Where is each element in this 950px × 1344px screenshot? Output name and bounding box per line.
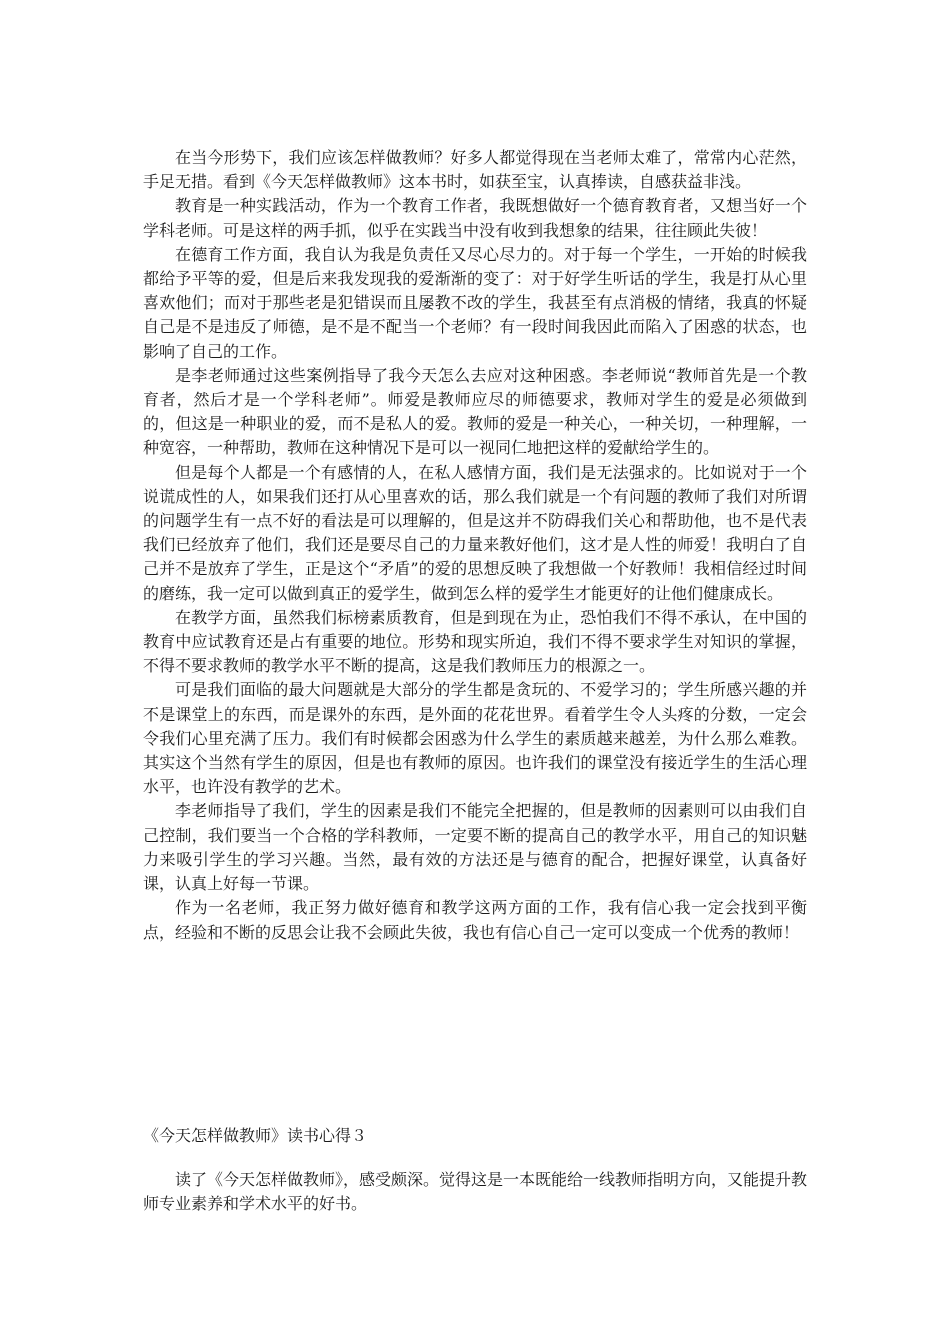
paragraph: 但是每个人都是一个有感情的人，在私人感情方面，我们是无法强求的。比如说对于一个说谎成性的人，如果我们还打从心里喜欢的话，那么我们就是一个有问题的教师了我们对所谓的问题学生有一点不好的看法是可以理解的，但是这并不防碍我们关心和帮助他，也不是代表我们已经放弃了他们，我们还是要尽自己的力量来教好他们，这才是人性的师爱！我明白了自己并不是放弃了学生，正是这个“矛盾”的爱的思想反映了我想做一个好教师！我相信经过时间的磨练，我一定可以做到真正的爱学生，做到怎么样的爱学生才能更好的让他们健康成长。 <box>143 462 807 603</box>
paragraph: 在当今形势下，我们应该怎样做教师？好多人都觉得现在当老师太难了，常常内心茫然，手足无措。看到《今天怎样做教师》这本书时，如获至宝，认真捧读，自感获益非浅。 <box>143 148 807 192</box>
paragraph: 是李老师通过这些案例指导了我今天怎么去应对这种困惑。李老师说“教师首先是一个教育者，然后才是一个学科老师”。师爱是教师应尽的师德要求，教师对学生的爱是必须做到的，但这是一种职业的爱，而不是私人的爱。教师的爱是一种关心，一种关切，一种理解，一种宽容，一种帮助，教师在这种情况下是可以一视同仁地把这样的爱献给学生的。 <box>143 365 807 458</box>
section-body <box>143 1168 807 1216</box>
section-heading: 《今天怎样做教师》读书心得３ <box>143 1126 368 1145</box>
paragraph: 读了《今天怎样做教师》，感受颇深。觉得这是一本既能给一线教师指明方向，又能提升教师专业素养和学术水平的好书。 <box>143 1170 808 1214</box>
paragraph: 在德育工作方面，我自认为我是负责任又尽心尽力的。对于每一个学生，一开始的时候我都给予平等的爱，但是后来我发现我的爱渐渐的变了：对于好学生听话的学生，我是打从心里喜欢他们；而对于那些老是犯错误而且屡教不改的学生，我甚至有点消极的情绪，我真的怀疑自己是不是违反了师德，是不是不配当一个老师？有一段时间我因此而陷入了困惑的状态，也影响了自己的工作。 <box>143 244 807 361</box>
paragraph: 可是我们面临的最大问题就是大部分的学生都是贪玩的、不爱学习的；学生所感兴趣的并不是课堂上的东西，而是课外的东西，是外面的花花世界。看着学生令人头疼的分数，一定会令我们心里充满了压力。我们有时候都会困惑为什么学生的素质越来越差，为什么那么难教。其实这个当然有学生的原因，但是也有教师的原因。也许我们的课堂没有接近学生的生活心理水平，也许没有教学的艺术。 <box>143 680 807 797</box>
paragraph: 作为一名老师，我正努力做好德育和教学这两方面的工作，我有信心我一定会找到平衡点，经验和不断的反思会让我不会顾此失彼，我也有信心自己一定可以变成一个优秀的教师！ <box>143 898 807 942</box>
paragraph: 在教学方面，虽然我们标榜素质教育，但是到现在为止，恐怕我们不得不承认，在中国的教育中应试教育还是占有重要的地位。形势和现实所迫，我们不得不要求学生对知识的掌握，不得不要求教师的教学水平不断的提高，这是我们教师压力的根源之一。 <box>143 607 807 676</box>
essay-body <box>143 146 807 945</box>
paragraph: 教育是一种实践活动，作为一个教育工作者，我既想做好一个德育教育者，又想当好一个学科老师。可是这样的两手抓，似乎在实践当中没有收到我想象的结果，往往顾此失彼！ <box>143 196 807 240</box>
paragraph: 李老师指导了我们，学生的因素是我们不能完全把握的，但是教师的因素则可以由我们自己控制，我们要当一个合格的学科教师，一定要不断的提高自己的教学水平，用自己的知识魅力来吸引学生的学习兴趣。当然，最有效的方法还是与德育的配合，把握好课堂，认真备好课，认真上好每一节课。 <box>143 801 807 894</box>
